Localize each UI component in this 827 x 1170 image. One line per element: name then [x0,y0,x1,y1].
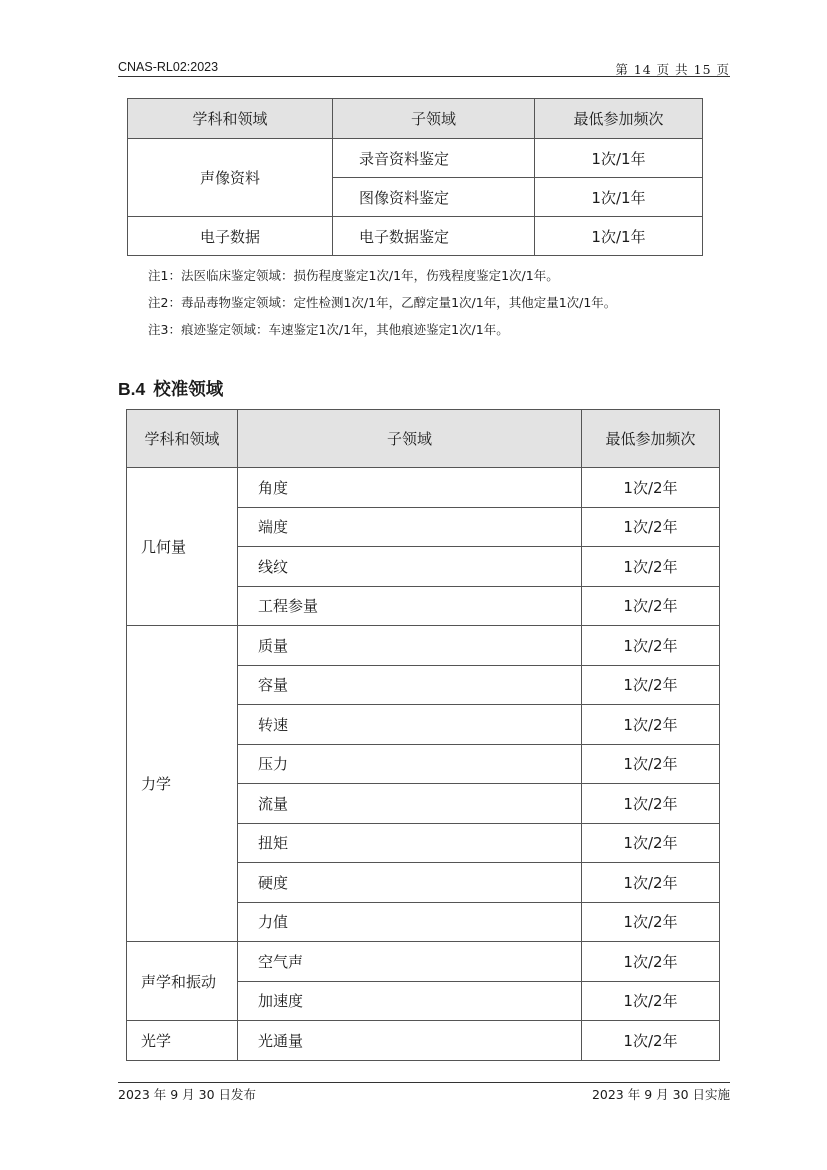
subfield-cell: 线纹 [238,547,582,587]
note-2: 注2：毒品毒物鉴定领域：定性检测1次/1年，乙醇定量1次/1年，其他定量1次/1年。 [148,295,617,310]
table-row [128,139,703,178]
column-header-field: 学科和领域 [128,99,333,139]
note-3: 注3：痕迹鉴定领域：车速鉴定1次/1年，其他痕迹鉴定1次/1年。 [148,322,509,337]
column-header-frequency: 最低参加频次 [582,410,720,468]
frequency-cell: 1次/2年 [582,468,720,508]
column-header-subfield: 子领域 [238,410,582,468]
frequency-cell: 1次/2年 [582,863,720,903]
calibration-frequency-table [126,409,720,1061]
table-row [127,942,720,982]
subfield-cell: 录音资料鉴定 [333,139,535,178]
field-cell: 声像资料 [128,139,333,217]
subfield-cell: 电子数据鉴定 [333,217,535,256]
document-code: CNAS-RL02:2023 [118,60,219,74]
frequency-cell: 1次/2年 [582,1021,720,1061]
table-row [128,217,703,256]
table-row [127,1021,720,1061]
page-header [118,58,730,78]
frequency-cell: 1次/1年 [535,217,703,256]
subfield-cell: 端度 [238,507,582,547]
footer-divider [118,1082,730,1083]
frequency-cell: 1次/2年 [582,507,720,547]
column-header-subfield: 子领域 [333,99,535,139]
page-number: 第 14 页 共 15 页 [615,62,730,77]
frequency-cell: 1次/2年 [582,665,720,705]
subfield-cell: 流量 [238,784,582,824]
frequency-cell: 1次/2年 [582,626,720,666]
field-cell: 声学和振动 [127,942,238,1021]
table-header-row [127,410,720,468]
subfield-cell: 转速 [238,705,582,745]
subfield-cell: 硬度 [238,863,582,903]
subfield-cell: 质量 [238,626,582,666]
frequency-cell: 1次/2年 [582,784,720,824]
table-row [127,468,720,508]
field-cell: 力学 [127,626,238,942]
note-1: 注1：法医临床鉴定领域：损伤程度鉴定1次/1年，伤残程度鉴定1次/1年。 [148,268,559,283]
subfield-cell: 力值 [238,902,582,942]
forensic-frequency-table [127,98,703,256]
frequency-cell: 1次/2年 [582,981,720,1021]
section-heading [118,376,223,401]
frequency-cell: 1次/2年 [582,744,720,784]
subfield-cell: 加速度 [238,981,582,1021]
frequency-cell: 1次/1年 [535,139,703,178]
frequency-cell: 1次/2年 [582,902,720,942]
frequency-cell: 1次/2年 [582,823,720,863]
subfield-cell: 容量 [238,665,582,705]
column-header-field: 学科和领域 [127,410,238,468]
table-header-row [128,99,703,139]
frequency-cell: 1次/2年 [582,942,720,982]
effective-date: 2023 年 9 月 30 日实施 [591,1087,730,1102]
frequency-cell: 1次/2年 [582,547,720,587]
subfield-cell: 光通量 [238,1021,582,1061]
subfield-cell: 扭矩 [238,823,582,863]
subfield-cell: 工程参量 [238,586,582,626]
field-cell: 光学 [127,1021,238,1061]
publish-date: 2023 年 9 月 30 日发布 [118,1087,257,1102]
subfield-cell: 图像资料鉴定 [333,178,535,217]
field-cell: 几何量 [127,468,238,626]
header-divider [118,76,730,77]
section-title-text: 校准领域 [153,380,224,400]
table-row [127,626,720,666]
subfield-cell: 角度 [238,468,582,508]
section-number: B.4 [118,379,146,399]
frequency-cell: 1次/1年 [535,178,703,217]
column-header-frequency: 最低参加频次 [535,99,703,139]
subfield-cell: 空气声 [238,942,582,982]
subfield-cell: 压力 [238,744,582,784]
table-notes [148,262,616,343]
field-cell: 电子数据 [128,217,333,256]
frequency-cell: 1次/2年 [582,586,720,626]
frequency-cell: 1次/2年 [582,705,720,745]
